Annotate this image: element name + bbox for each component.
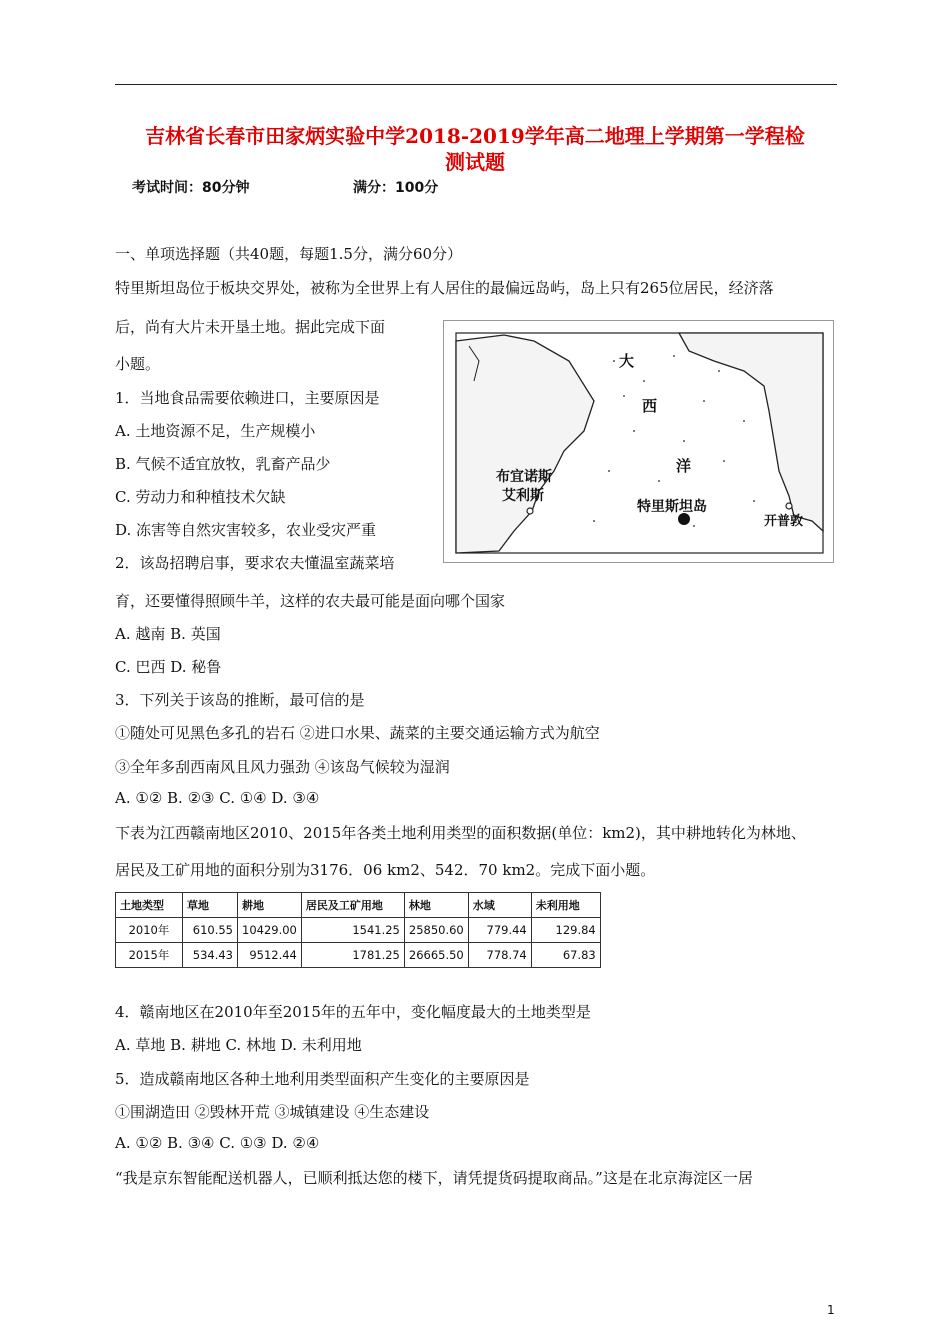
table-cell: 779.44 (468, 918, 531, 943)
label-tristan: 特里斯坦岛 (637, 499, 707, 515)
table-cell: 610.55 (183, 918, 238, 943)
header-cell: 草地 (183, 893, 238, 918)
table-cell: 67.83 (531, 943, 600, 968)
exam-time: 考试时间：80分钟 (132, 180, 250, 196)
intro-line3: 小题。 (115, 355, 161, 373)
label-cape-town: 开普敦 (764, 514, 804, 529)
table-cell: 25850.60 (404, 918, 468, 943)
atlantic-map (443, 320, 834, 563)
table-row (116, 918, 601, 943)
table-cell: 2015年 (116, 943, 183, 968)
table-cell: 9512.44 (238, 943, 302, 968)
header-cell: 土地类型 (116, 893, 183, 918)
table-cell: 1541.25 (301, 918, 404, 943)
table-cell: 129.84 (531, 918, 600, 943)
q2-options-ab: A. 越南 B. 英国 (115, 625, 221, 643)
buenos-aires-marker (527, 508, 533, 514)
table-cell: 534.43 (183, 943, 238, 968)
q5-stem: 5．造成赣南地区各种土地利用类型面积产生变化的主要原因是 (115, 1070, 530, 1088)
q3-stem: 3．下列关于该岛的推断，最可信的是 (115, 691, 365, 709)
intro-line2: 后，尚有大片未开垦土地。据此完成下面 (115, 318, 386, 336)
q2-options-cd: C. 巴西 D. 秘鲁 (115, 658, 222, 676)
land-use-table (115, 892, 601, 968)
passage2-line2: 居民及工矿用地的面积分别为3176．06 km2、542．70 km2。完成下面小题。 (115, 861, 656, 879)
header-cell: 居民及工矿用地 (301, 893, 404, 918)
passage2-line1: 下表为江西赣南地区2010、2015年各类土地利用类型的面积数据(单位：km2)，其中耕地转化为林地、 (115, 824, 806, 842)
q4-choices: A. 草地 B. 耕地 C. 林地 D. 未利用地 (115, 1036, 362, 1054)
header-rule (115, 84, 837, 85)
exam-title-line2: 测试题 (445, 150, 505, 174)
table-cell: 778.74 (468, 943, 531, 968)
q1-stem: 1．当地食品需要依赖进口，主要原因是 (115, 389, 380, 407)
label-buenos-aires-2: 艾利斯 (502, 488, 544, 504)
q3-statements-12: ①随处可见黑色多孔的岩石 ②进口水果、蔬菜的主要交通运输方式为航空 (115, 724, 600, 742)
table-row (116, 943, 601, 968)
table-cell: 26665.50 (404, 943, 468, 968)
q2-stem-line1: 2．该岛招聘启事，要求农夫懂温室蔬菜培 (115, 554, 395, 572)
q1-option-d: D. 冻害等自然灾害较多，农业受灾严重 (115, 521, 377, 539)
page-number: 1 (827, 1303, 835, 1317)
passage3-line1: “我是京东智能配送机器人，已顺利抵达您的楼下，请凭提货码提取商品。”这是在北京海淀区一居 (115, 1169, 753, 1187)
q1-option-c: C. 劳动力和种植技术欠缺 (115, 488, 286, 506)
label-yang: 洋 (676, 457, 692, 475)
intro-line1: 特里斯坦岛位于板块交界处，被称为全世界上有人居住的最偏远岛屿，岛上只有265位居民，经济落 (115, 279, 774, 297)
section-heading: 一、单项选择题（共40题，每题1.5分，满分60分） (115, 245, 463, 263)
q3-choices: A. ①② B. ②③ C. ①④ D. ③④ (115, 789, 320, 807)
header-cell: 水域 (468, 893, 531, 918)
header-cell: 林地 (404, 893, 468, 918)
exam-title-line1: 吉林省长春市田家炳实验中学2018-2019学年高二地理上学期第一学程检 (145, 124, 805, 148)
table-cell: 1781.25 (301, 943, 404, 968)
q1-option-b: B. 气候不适宜放牧，乳畜产品少 (115, 455, 331, 473)
q5-choices: A. ①② B. ③④ C. ①③ D. ②④ (115, 1134, 320, 1152)
label-xi: 西 (642, 397, 658, 415)
table-cell: 10429.00 (238, 918, 302, 943)
full-score: 满分：100分 (353, 180, 439, 196)
table-header-row (116, 893, 601, 918)
table-cell: 2010年 (116, 918, 183, 943)
label-buenos-aires-1: 布宜诺斯 (496, 469, 552, 485)
header-cell: 耕地 (238, 893, 302, 918)
label-da: 大 (619, 352, 635, 370)
cape-town-marker (786, 503, 792, 509)
q2-stem-line2: 育，还要懂得照顾牛羊，这样的农夫最可能是面向哪个国家 (115, 592, 506, 610)
q1-option-a: A. 土地资源不足，生产规模小 (115, 422, 316, 440)
south-america-coast (456, 335, 594, 553)
q3-statements-34: ③全年多刮西南风且风力强劲 ④该岛气候较为湿润 (115, 758, 450, 776)
q5-statements: ①围湖造田 ②毁林开荒 ③城镇建设 ④生态建设 (115, 1103, 430, 1121)
header-cell: 未利用地 (531, 893, 600, 918)
map-drawing (444, 321, 833, 562)
q4-stem: 4．赣南地区在2010年至2015年的五年中，变化幅度最大的土地类型是 (115, 1003, 591, 1021)
